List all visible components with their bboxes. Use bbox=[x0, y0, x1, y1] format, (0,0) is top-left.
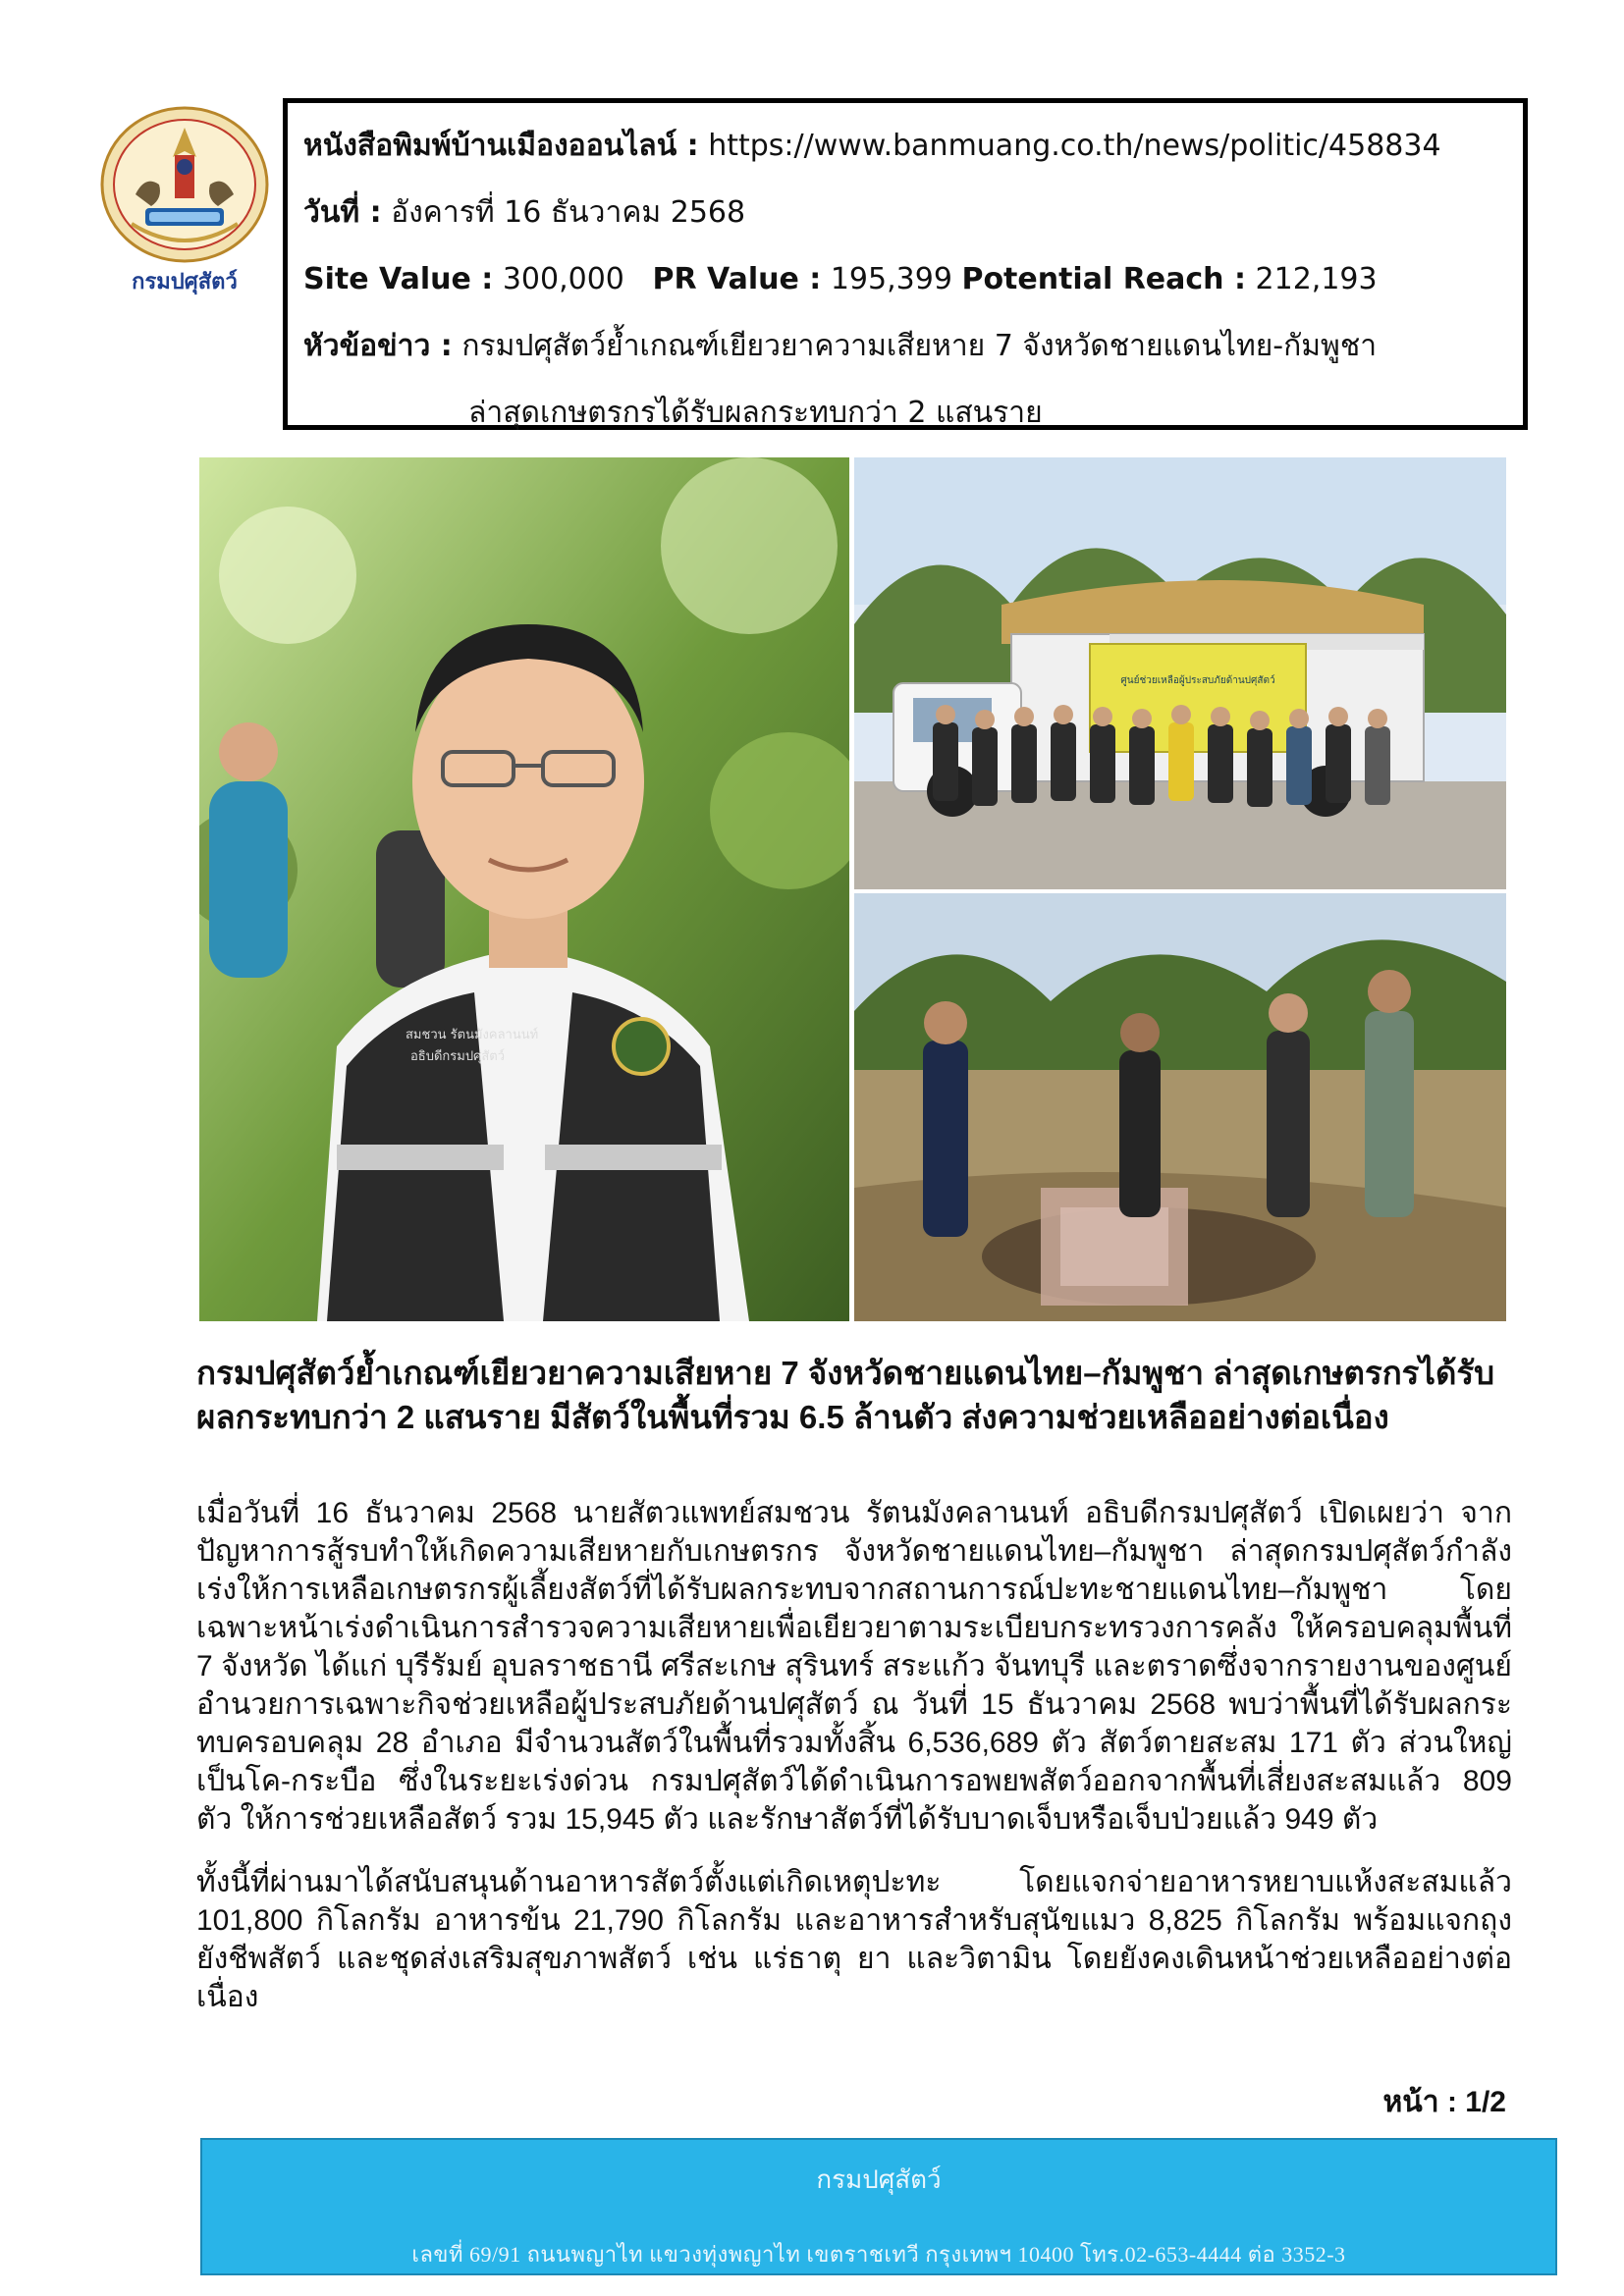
source-url[interactable]: https://www.banmuang.co.th/news/politic/458834 bbox=[708, 129, 1441, 163]
photo-truck-team bbox=[854, 457, 1506, 889]
headline-line-2 bbox=[303, 380, 1507, 447]
reach-label: Potential Reach : bbox=[961, 262, 1246, 296]
date-value: อังคารที่ 16 ธันวาคม 2568 bbox=[391, 195, 746, 230]
value-line bbox=[303, 246, 1507, 313]
source-line bbox=[303, 113, 1507, 180]
vest-name-text: สมชวน รัตนมังคลานนท์ bbox=[406, 1028, 539, 1042]
date-line bbox=[303, 180, 1507, 246]
footer-banner bbox=[200, 2138, 1557, 2275]
article-headline: กรมปศุสัตว์ย้ำเกณฑ์เยียวยาความเสียหาย 7 จังหวัดชายแดนไทย–กัมพูชา ล่าสุดเกษตรกรได้รับผลกระทบกว่า 2 แสนราย มีสัตว์ในพื้นที่รวม 6.5 ล้านตัว ส่งความช่วยเหลืออย่างต่อเนื่อง bbox=[196, 1355, 1495, 1435]
department-logo bbox=[96, 106, 273, 298]
headline-text-2: ล่าสุดเกษตรกรได้รับผลกระทบกว่า 2 แสนราย bbox=[468, 396, 1043, 430]
source-label: หนังสือพิมพ์บ้านเมืองออนไลน์ : bbox=[303, 129, 699, 163]
reach-value: 212,193 bbox=[1255, 262, 1378, 296]
photo-field-burial bbox=[854, 893, 1506, 1321]
livestock-emblem-icon bbox=[96, 106, 273, 298]
pr-value: 195,399 bbox=[830, 262, 952, 296]
footer-org: กรมปศุสัตว์ bbox=[816, 2165, 942, 2194]
vest-title-text: อธิบดีกรมปศุสัตว์ bbox=[410, 1049, 506, 1064]
headline-text-1: กรมปศุสัตว์ย้ำเกณฑ์เยียวยาความเสียหาย 7 จังหวัดชายแดนไทย-กัมพูชา bbox=[461, 329, 1378, 363]
headline-label: หัวข้อข่าว : bbox=[303, 329, 453, 363]
banner-text: ศูนย์ช่วยเหลือผู้ประสบภัยด้านปศุสัตว์ bbox=[1120, 675, 1275, 686]
article-paragraph-2: ทั้งนี้ที่ผ่านมาได้สนับสนุนด้านอาหารสัตว์ตั้งแต่เกิดเหตุปะทะ โดยแจกจ่ายอาหารหยาบแห้งสะสมแล้ว 101,800 กิโลกรัม อาหารข้น 21,790 กิโลกรัม และอาหารสำหรับสุนัขแมว 8,825 กิโลกรัม พร้อมแจกถุงยังชีพสัตว์ และชุดส่งเสริมสุขภาพสัตว์ เช่น แร่ธาตุ ยา และวิตามิน โดยยังคงเดินหน้าช่วยเหลืออย่างต่อเนื่อง bbox=[196, 1866, 1512, 2013]
date-label: วันที่ : bbox=[303, 195, 382, 230]
pr-value-label: PR Value : bbox=[652, 262, 822, 296]
page-number: หน้า : 1/2 bbox=[1382, 2086, 1506, 2118]
article-paragraph-1: เมื่อวันที่ 16 ธันวาคม 2568 นายสัตวแพทย์สมชวน รัตนมังคลานนท์ อธิบดีกรมปศุสัตว์ เปิดเผยว่า จากปัญหาการสู้รบทำให้เกิดความเสียหายกับเกษตรกร จังหวัดชายแดนไทย–กัมพูชา ล่าสุดกรมปศุสัตว์กำลังเร่งให้การเหลือเกษตรกรผู้เลี้ยงสัตว์ที่ได้รับผลกระทบจากสถานการณ์ปะทะชายแดนไทย–กัมพูชา โดยเฉพาะหน้าเร่งดำเนินการสำรวจความเสียหายเพื่อเยียวยาตามระเบียบกระทรวงการคลัง ให้ครอบคลุมพื้นที่ 7 จังหวัด ได้แก่ บุรีรัมย์ อุบลราชธานี ศรีสะเกษ สุรินทร์ สระแก้ว จันทบุรี และตราดซึ่งจากรายงานของศูนย์อำนวยการเฉพาะกิจช่วยเหลือผู้ประสบภัยด้านปศุสัตว์ ณ วันที่ 15 ธันวาคม 2568 พบว่าพื้นที่ได้รับผลกระทบครอบคลุม 28 อำเภอ มีจำนวนสัตว์ในพื้นที่รวมทั้งสิ้น 6,536,689 ตัว สัตว์ตายสะสม 171 ตัว ส่วนใหญ่ เป็นโค-กระบือ ซึ่งในระยะเร่งด่วน กรมปศุสัตว์ได้ดำเนินการอพยพสัตว์ออกจากพื้นที่เสี่ยงสะสมแล้ว 809 ตัว ให้การช่วยเหลือสัตว์ รวม 15,945 ตัว และรักษาสัตว์ที่ได้รับบาดเจ็บหรือเจ็บป่วยแล้ว 949 ตัว bbox=[196, 1497, 1512, 1836]
site-value-label: Site Value : bbox=[303, 262, 494, 296]
footer-address: เลขที่ 69/91 ถนนพญาไท แขวงทุ่งพญาไท เขตราชเทวี กรุงเทพฯ 10400 โทร.02-653-4444 ต่อ 3352-3 bbox=[411, 2242, 1346, 2267]
headline-line bbox=[303, 313, 1507, 380]
site-value: 300,000 bbox=[502, 262, 624, 296]
photo-portrait bbox=[199, 457, 849, 1321]
clipping-info-box bbox=[283, 98, 1528, 430]
logo-text: กรมปศุสัตว์ bbox=[132, 269, 238, 294]
